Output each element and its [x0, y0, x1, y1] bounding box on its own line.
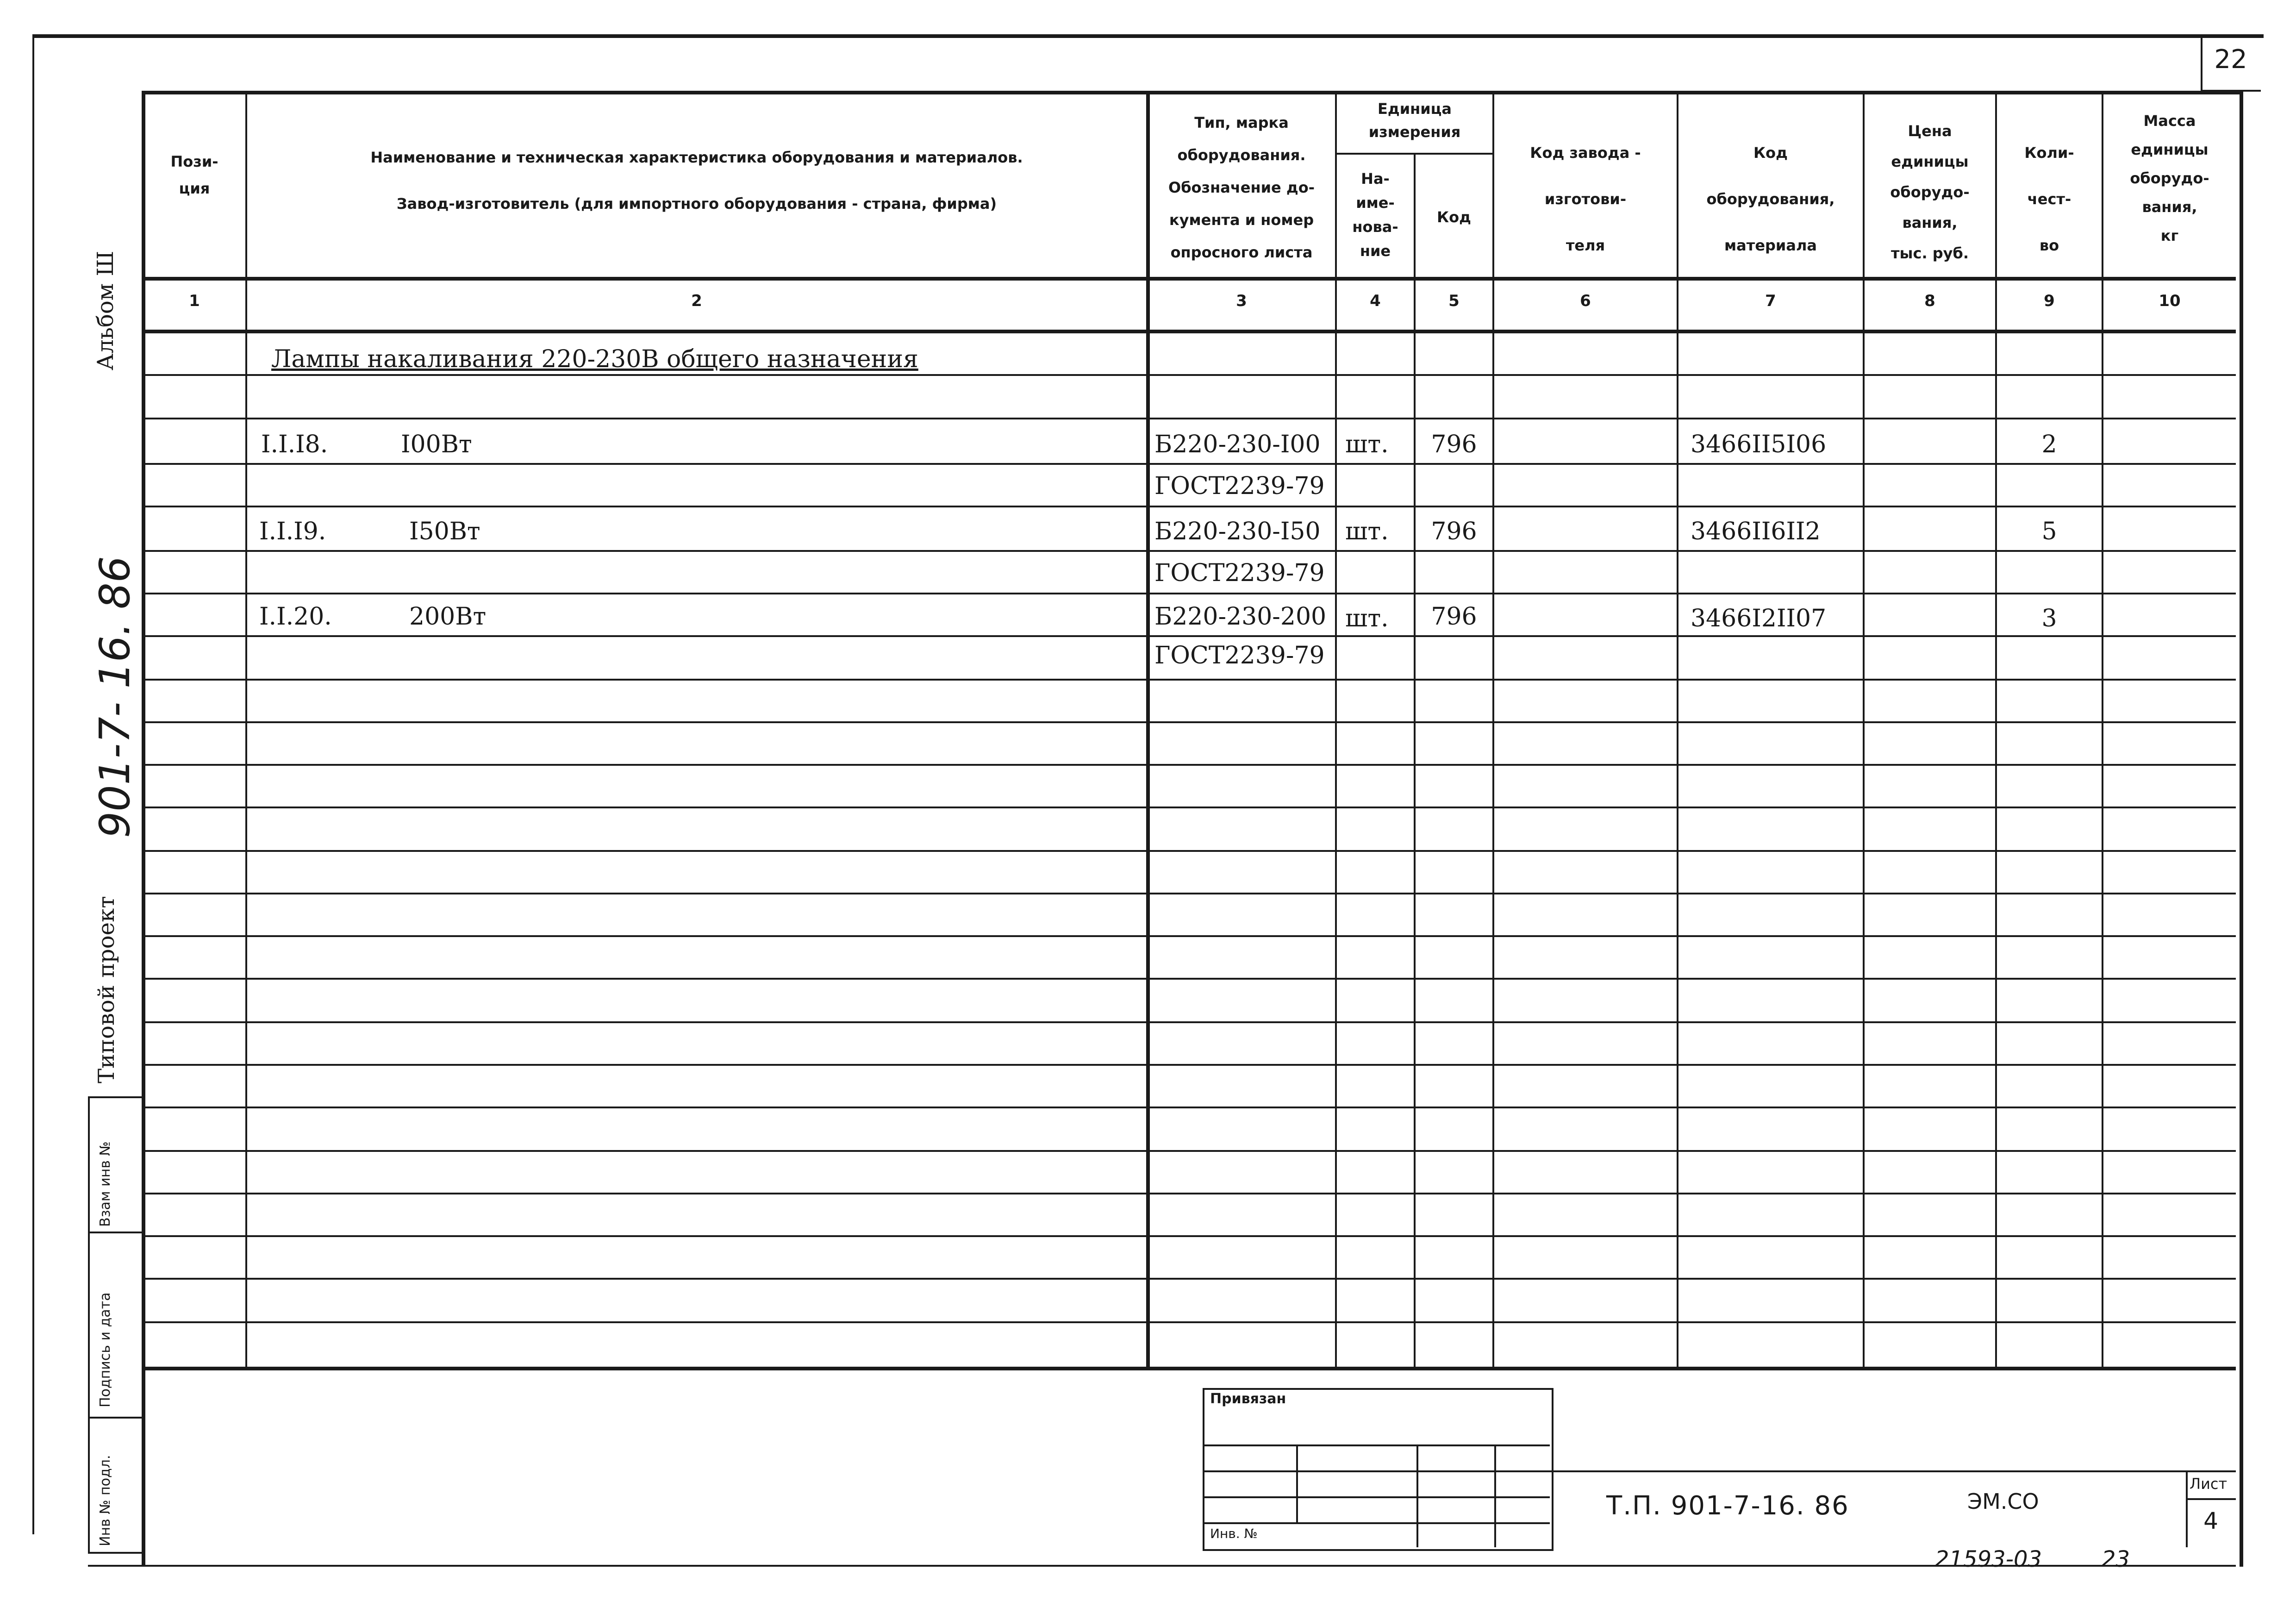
project-number-handwritten: 901-7- 16. 86 — [91, 556, 139, 838]
row-doc: ГОСТ2239-79 — [1154, 559, 1325, 587]
row-equip-code: 3466II6II2 — [1691, 518, 1821, 545]
col-line-8 — [1995, 91, 1997, 1369]
col-line-3 — [1335, 91, 1337, 1369]
row-unit: шт. — [1345, 431, 1389, 458]
row-unit-code: 796 — [1431, 431, 1477, 458]
col-line-5 — [1492, 91, 1494, 1369]
row-unit: шт. — [1345, 518, 1389, 545]
colnum-8: 8 — [1924, 292, 1935, 310]
header-unit-group: Единица измерения — [1368, 100, 1461, 141]
col-line-2 — [1146, 91, 1150, 1369]
title-block-line — [1550, 1470, 2236, 1472]
row-equip-code: 3466II5I06 — [1691, 431, 1827, 458]
outer-frame-left — [32, 34, 34, 1534]
row-type: Б220-230-I50 — [1154, 518, 1321, 545]
header-col5: Код — [1437, 208, 1471, 226]
header-col6: Код завода - изготови- теля — [1530, 144, 1641, 254]
colnum-5: 5 — [1448, 292, 1460, 310]
colnum-2: 2 — [691, 292, 702, 310]
left-stamp-strip — [88, 1096, 145, 1554]
unit-group-divider — [1335, 153, 1492, 155]
album-label: Альбом Ш — [93, 250, 119, 370]
colnum-10: 10 — [2159, 292, 2181, 310]
colnum-1: 1 — [189, 292, 200, 310]
header-col10: Масса единицы оборудо- вания, кг — [2130, 112, 2209, 244]
row-unit-code: 796 — [1431, 518, 1477, 545]
page-number: 22 — [2214, 44, 2247, 75]
header-col9: Коли- чест- во — [2024, 144, 2074, 254]
colnum-6: 6 — [1580, 292, 1591, 310]
row-equip-code: 3466I2II07 — [1691, 605, 1827, 632]
row-position: I.I.20. — [259, 603, 332, 631]
header-col1: Пози- ция — [170, 153, 218, 197]
row-qty: 3 — [2041, 605, 2057, 632]
header-col4: На- име- нова- ние — [1352, 170, 1398, 260]
row-type: Б220-230-200 — [1154, 603, 1327, 631]
order-number-handwritten: 21593-03 — [1935, 1546, 2042, 1572]
privyazan-label: Привязан — [1210, 1391, 1286, 1407]
header-col3: Тип, марка оборудования. Обозначение до- кумента и номер опросного листа — [1168, 114, 1315, 261]
sheet-number: 4 — [2203, 1507, 2218, 1534]
row-power: I50Вт — [409, 518, 480, 545]
row-power: 200Вт — [409, 603, 487, 631]
header-col7: Код оборудования, материала — [1706, 144, 1835, 254]
column-number-line — [142, 330, 2236, 333]
row-qty: 2 — [2041, 431, 2057, 458]
row-doc: ГОСТ2239-79 — [1154, 472, 1325, 500]
colnum-4: 4 — [1370, 292, 1381, 310]
doc-code: Т.П. 901-7-16. 86 — [1606, 1491, 1849, 1521]
stamp-label-inv-podl: Инв № подл. — [97, 1455, 113, 1546]
outer-frame-top — [32, 34, 2264, 38]
doc-mark: ЭМ.СО — [1967, 1489, 2039, 1514]
colnum-3: 3 — [1236, 292, 1247, 310]
col-line-9 — [2102, 91, 2103, 1369]
row-position: I.I.I9. — [259, 518, 326, 545]
colnum-7: 7 — [1765, 292, 1776, 310]
header-col8: Цена единицы оборудо- вания, тыс. руб. — [1890, 122, 1970, 262]
col-line-4 — [1414, 153, 1416, 1369]
stamp-divider-2 — [88, 1417, 144, 1419]
stamp-divider-1 — [88, 1232, 144, 1233]
stamp-label-signature: Подпись и дата — [97, 1292, 113, 1407]
table-frame — [142, 91, 2243, 1567]
sheet-label: Лист — [2190, 1475, 2227, 1493]
row-unit-code: 796 — [1431, 603, 1477, 631]
colnum-9: 9 — [2044, 292, 2055, 310]
section-title: Лампы накаливания 220-230В общего назначения — [271, 345, 918, 373]
project-type-label: Типовой проект — [94, 896, 119, 1083]
row-power: I00Вт — [401, 431, 472, 458]
row-position: I.I.I8. — [261, 431, 328, 458]
row-unit: шт. — [1345, 605, 1389, 632]
col-line-6 — [1677, 91, 1678, 1369]
stamp-label-inv-vzam: Взам инв № — [97, 1141, 113, 1227]
row-doc: ГОСТ2239-79 — [1154, 642, 1325, 669]
page-number-handwritten: 23 — [2102, 1546, 2130, 1572]
row-qty: 5 — [2041, 518, 2057, 545]
col-line-7 — [1863, 91, 1865, 1369]
header-bottom-line — [142, 277, 2236, 281]
row-type: Б220-230-I00 — [1154, 431, 1321, 458]
inv-no-label: Инв. № — [1210, 1526, 1258, 1541]
col-line-1 — [245, 91, 247, 1369]
header-col2: Наименование и техническая характеристика оборудования и материалов. Завод-изготовитель (для импортного оборудования - страна, фирма) — [370, 149, 1023, 213]
